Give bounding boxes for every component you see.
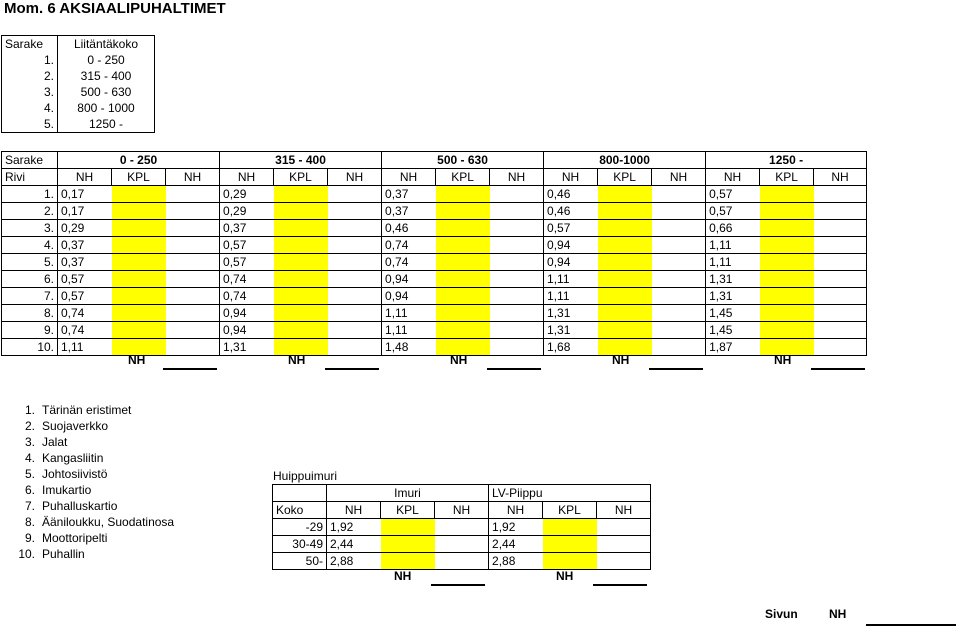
- nh-value: 1,45: [706, 305, 760, 322]
- kpl-input-cell[interactable]: [760, 254, 814, 271]
- table-row: [2, 288, 867, 305]
- nh-total-cell: [652, 339, 706, 356]
- kpl-input-cell[interactable]: [598, 186, 652, 203]
- kpl-input-cell[interactable]: [760, 237, 814, 254]
- nh-value: 1,11: [544, 271, 598, 288]
- kpl-input-cell[interactable]: [598, 271, 652, 288]
- row-number: 4.: [2, 237, 58, 254]
- kpl-input-cell[interactable]: [598, 305, 652, 322]
- item-number: 2.: [24, 419, 35, 433]
- nh-total-cell: [652, 237, 706, 254]
- nh-total-cell: [166, 305, 220, 322]
- huippu-imuri-total: [435, 519, 489, 536]
- main-table-body: [2, 186, 867, 356]
- kpl-input-cell[interactable]: [598, 203, 652, 220]
- kpl-input-cell[interactable]: [598, 254, 652, 271]
- sivun-nh-label: NH: [829, 607, 847, 621]
- kpl-input-cell[interactable]: [274, 237, 328, 254]
- main-total-label: NH: [128, 353, 146, 367]
- kpl-input-cell[interactable]: [436, 271, 490, 288]
- kpl-input-cell[interactable]: [436, 288, 490, 305]
- huippu-group-lv: LV-Piippu: [489, 485, 651, 502]
- huippu-lv-nh: 2,44: [489, 536, 543, 553]
- size-row-num: 3.: [2, 84, 58, 100]
- nh-total-cell: [328, 203, 382, 220]
- row-number: 7.: [2, 288, 58, 305]
- nh-total-cell: [652, 322, 706, 339]
- kpl-input-cell[interactable]: [598, 288, 652, 305]
- huippu-total-label: NH: [556, 569, 574, 583]
- nh-total-cell: [328, 339, 382, 356]
- main-total-label: NH: [774, 353, 792, 367]
- nh-total-cell: [814, 186, 867, 203]
- main-subheader-nh-total: NH: [166, 169, 220, 186]
- item-number: 8.: [24, 515, 35, 529]
- kpl-input-cell[interactable]: [274, 322, 328, 339]
- huippu-koko: 50-: [273, 553, 327, 570]
- kpl-input-cell[interactable]: [760, 305, 814, 322]
- main-total-line[interactable]: [649, 368, 703, 370]
- size-header-liitanta: Liitäntäkoko: [58, 36, 155, 53]
- table-row: [2, 322, 867, 339]
- main-subheader-nh-total: NH: [814, 169, 867, 186]
- size-row-num: 2.: [2, 68, 58, 84]
- kpl-input-cell[interactable]: [112, 271, 166, 288]
- kpl-input-cell[interactable]: [112, 322, 166, 339]
- huippu-koko: 30-49: [273, 536, 327, 553]
- nh-value: 1,11: [58, 339, 112, 356]
- nh-value: 0,29: [58, 220, 112, 237]
- item-number: 6.: [24, 483, 35, 497]
- main-label-sarake: Sarake: [2, 152, 58, 169]
- nh-value: 1,87: [706, 339, 760, 356]
- item-label: Ääniloukku, Suodatinosa: [42, 515, 175, 529]
- kpl-input-cell[interactable]: [436, 254, 490, 271]
- huippu-imuri-total: [435, 536, 489, 553]
- main-subheader-nh: NH: [220, 169, 274, 186]
- huippu-lv-nh: 2,88: [489, 553, 543, 570]
- nh-total-cell: [328, 288, 382, 305]
- main-group-header: 800-1000: [544, 152, 706, 169]
- item-number: 5.: [24, 467, 35, 481]
- nh-total-cell: [490, 339, 544, 356]
- huippu-row: [273, 536, 651, 553]
- kpl-input-cell[interactable]: [760, 186, 814, 203]
- main-total-line[interactable]: [811, 368, 865, 370]
- kpl-input-cell[interactable]: [436, 237, 490, 254]
- nh-total-cell: [166, 220, 220, 237]
- huippu-total-line[interactable]: [593, 584, 647, 586]
- nh-value: 0,37: [382, 186, 436, 203]
- table-row: [2, 271, 867, 288]
- nh-total-cell: [328, 254, 382, 271]
- nh-total-cell: [328, 271, 382, 288]
- nh-value: 1,11: [382, 305, 436, 322]
- nh-total-cell: [490, 322, 544, 339]
- kpl-input-cell[interactable]: [436, 305, 490, 322]
- kpl-input-cell[interactable]: [274, 288, 328, 305]
- nh-total-cell: [490, 254, 544, 271]
- kpl-input-cell[interactable]: [598, 322, 652, 339]
- item-label: Moottoripelti: [42, 531, 108, 545]
- huippu-imuri-kpl-input[interactable]: [381, 553, 435, 570]
- main-subheader-nh: NH: [382, 169, 436, 186]
- table-row: [2, 254, 867, 271]
- kpl-input-cell[interactable]: [274, 305, 328, 322]
- kpl-input-cell[interactable]: [274, 220, 328, 237]
- table-row: [2, 203, 867, 220]
- nh-total-cell: [652, 186, 706, 203]
- kpl-input-cell[interactable]: [112, 254, 166, 271]
- size-row-range: 315 - 400: [58, 68, 155, 84]
- main-subheader-kpl: KPL: [598, 169, 652, 186]
- nh-value: 1,31: [220, 339, 274, 356]
- size-row-num: 5.: [2, 116, 58, 133]
- kpl-input-cell[interactable]: [274, 254, 328, 271]
- huippu-imuri-kpl-input[interactable]: [381, 519, 435, 536]
- nh-value: 1,11: [706, 237, 760, 254]
- main-subheader-nh: NH: [544, 169, 598, 186]
- nh-value: 1,31: [544, 305, 598, 322]
- nh-total-cell: [814, 220, 867, 237]
- nh-total-cell: [490, 271, 544, 288]
- kpl-input-cell[interactable]: [436, 186, 490, 203]
- item-label: Kangasliitin: [42, 451, 104, 465]
- row-number: 8.: [2, 305, 58, 322]
- nh-value: 1,48: [382, 339, 436, 356]
- huippu-table: [272, 484, 651, 570]
- kpl-input-cell[interactable]: [274, 271, 328, 288]
- kpl-input-cell[interactable]: [274, 186, 328, 203]
- item-number: 7.: [24, 499, 35, 513]
- main-subheader-nh: NH: [706, 169, 760, 186]
- nh-value: 0,66: [706, 220, 760, 237]
- nh-value: 0,57: [58, 271, 112, 288]
- item-number: 3.: [24, 435, 35, 449]
- row-number: 9.: [2, 322, 58, 339]
- main-total-line[interactable]: [325, 368, 379, 370]
- main-group-header: 0 - 250: [58, 152, 220, 169]
- main-subheader-nh-total: NH: [490, 169, 544, 186]
- huippu-subheader-kpl: KPL: [381, 502, 435, 519]
- main-subheader-kpl: KPL: [436, 169, 490, 186]
- main-total-label: NH: [612, 353, 630, 367]
- huippu-subheader-nh: NH: [489, 502, 543, 519]
- row-number: 3.: [2, 220, 58, 237]
- main-group-header: 500 - 630: [382, 152, 544, 169]
- nh-value: 0,57: [544, 220, 598, 237]
- size-row-range: 500 - 630: [58, 84, 155, 100]
- nh-value: 0,74: [382, 237, 436, 254]
- kpl-input-cell[interactable]: [760, 203, 814, 220]
- row-number: 10.: [2, 339, 58, 356]
- main-total-label: NH: [450, 353, 468, 367]
- nh-total-cell: [652, 203, 706, 220]
- nh-value: 0,46: [382, 220, 436, 237]
- huippu-lv-nh: 1,92: [489, 519, 543, 536]
- huippu-subheader-nh: NH: [327, 502, 381, 519]
- item-label: Jalat: [42, 435, 68, 449]
- nh-value: 0,94: [220, 305, 274, 322]
- main-group-header: 1250 -: [706, 152, 867, 169]
- huippu-row: [273, 553, 651, 570]
- nh-total-cell: [652, 288, 706, 305]
- item-label: Johtosiivistö: [42, 467, 108, 481]
- main-subheader-nh-total: NH: [652, 169, 706, 186]
- huippu-imuri-nh: 2,88: [327, 553, 381, 570]
- row-number: 2.: [2, 203, 58, 220]
- nh-value: 0,37: [58, 237, 112, 254]
- kpl-input-cell[interactable]: [760, 271, 814, 288]
- huippu-table-body: [273, 519, 651, 570]
- nh-total-cell: [490, 220, 544, 237]
- main-subheader-kpl: KPL: [112, 169, 166, 186]
- nh-total-cell: [490, 288, 544, 305]
- item-label: Suojaverkko: [42, 419, 109, 433]
- kpl-input-cell[interactable]: [274, 203, 328, 220]
- huippu-total-label: NH: [394, 569, 412, 583]
- size-header-sarake: Sarake: [2, 36, 58, 53]
- nh-value: 0,29: [220, 203, 274, 220]
- nh-total-cell: [166, 339, 220, 356]
- nh-total-cell: [328, 322, 382, 339]
- main-subheader-nh: NH: [58, 169, 112, 186]
- main-total-line[interactable]: [163, 368, 217, 370]
- main-subheader-kpl: KPL: [274, 169, 328, 186]
- nh-value: 1,11: [706, 254, 760, 271]
- nh-total-cell: [652, 305, 706, 322]
- table-row: [2, 237, 867, 254]
- nh-total-cell: [814, 322, 867, 339]
- nh-value: 0,74: [382, 254, 436, 271]
- kpl-input-cell[interactable]: [436, 203, 490, 220]
- nh-value: 1,31: [706, 288, 760, 305]
- huippu-lv-total: [597, 519, 651, 536]
- huippu-subheader-kpl: KPL: [543, 502, 597, 519]
- main-subheader-nh-total: NH: [328, 169, 382, 186]
- nh-total-cell: [814, 203, 867, 220]
- item-label: Puhalluskartio: [42, 499, 118, 513]
- huippu-lv-kpl-input[interactable]: [543, 553, 597, 570]
- item-number: 1.: [24, 403, 35, 417]
- huippu-imuri-total: [435, 553, 489, 570]
- page-title: Mom. 6 AKSIAALIPUHALTIMET: [4, 0, 226, 17]
- nh-total-cell: [814, 305, 867, 322]
- nh-value: 0,94: [544, 254, 598, 271]
- kpl-input-cell[interactable]: [598, 237, 652, 254]
- nh-value: 0,46: [544, 203, 598, 220]
- nh-value: 0,37: [58, 254, 112, 271]
- nh-value: 0,17: [58, 186, 112, 203]
- table-row: [2, 305, 867, 322]
- sivun-label: Sivun: [765, 607, 798, 621]
- main-subheader-kpl: KPL: [760, 169, 814, 186]
- huippu-total-line[interactable]: [431, 584, 485, 586]
- table-row: [2, 220, 867, 237]
- nh-value: 0,57: [706, 203, 760, 220]
- nh-total-cell: [328, 220, 382, 237]
- nh-value: 0,94: [220, 322, 274, 339]
- nh-total-cell: [166, 237, 220, 254]
- nh-total-cell: [652, 254, 706, 271]
- nh-total-cell: [652, 220, 706, 237]
- kpl-input-cell[interactable]: [112, 288, 166, 305]
- table-row: [2, 186, 867, 203]
- nh-total-cell: [328, 237, 382, 254]
- nh-total-cell: [166, 271, 220, 288]
- nh-value: 0,94: [382, 271, 436, 288]
- nh-value: 0,17: [58, 203, 112, 220]
- nh-value: 0,94: [382, 288, 436, 305]
- kpl-input-cell[interactable]: [112, 220, 166, 237]
- nh-total-cell: [814, 254, 867, 271]
- huippu-subheader-nh-total: NH: [597, 502, 651, 519]
- size-row-range: 800 - 1000: [58, 100, 155, 116]
- nh-total-cell: [490, 203, 544, 220]
- item-label: Puhallin: [42, 547, 85, 561]
- nh-total-cell: [166, 288, 220, 305]
- item-number: 9.: [24, 531, 35, 545]
- main-total-label: NH: [288, 353, 306, 367]
- huippu-lv-kpl-input[interactable]: [543, 519, 597, 536]
- size-table: [1, 35, 155, 133]
- kpl-input-cell[interactable]: [112, 237, 166, 254]
- huippu-imuri-nh: 1,92: [327, 519, 381, 536]
- sivun-total-line[interactable]: [866, 624, 956, 626]
- main-label-rivi: Rivi: [2, 169, 58, 186]
- row-number: 5.: [2, 254, 58, 271]
- huippu-empty-cell: [273, 485, 327, 502]
- nh-value: 0,37: [382, 203, 436, 220]
- nh-value: 0,57: [220, 254, 274, 271]
- kpl-input-cell[interactable]: [760, 288, 814, 305]
- kpl-input-cell[interactable]: [112, 305, 166, 322]
- kpl-input-cell[interactable]: [598, 220, 652, 237]
- nh-value: 1,68: [544, 339, 598, 356]
- nh-total-cell: [328, 186, 382, 203]
- item-label: Tärinän eristimet: [42, 403, 132, 417]
- row-number: 1.: [2, 186, 58, 203]
- nh-value: 0,57: [220, 237, 274, 254]
- nh-value: 0,57: [58, 288, 112, 305]
- nh-value: 0,46: [544, 186, 598, 203]
- main-table: [1, 151, 867, 356]
- item-label: Imukartio: [42, 483, 92, 497]
- main-group-header: 315 - 400: [220, 152, 382, 169]
- nh-value: 0,74: [58, 322, 112, 339]
- huippu-imuri-kpl-input[interactable]: [381, 536, 435, 553]
- nh-value: 1,31: [544, 322, 598, 339]
- nh-value: 0,94: [544, 237, 598, 254]
- item-number: 10.: [18, 547, 35, 561]
- nh-total-cell: [166, 254, 220, 271]
- nh-total-cell: [652, 271, 706, 288]
- huippu-koko: -29: [273, 519, 327, 536]
- nh-total-cell: [814, 339, 867, 356]
- size-row-range: 0 - 250: [58, 52, 155, 68]
- size-row-range: 1250 -: [58, 116, 155, 133]
- kpl-input-cell[interactable]: [760, 322, 814, 339]
- nh-value: 1,31: [706, 271, 760, 288]
- nh-value: 0,74: [220, 271, 274, 288]
- nh-total-cell: [490, 237, 544, 254]
- huippu-label-koko: Koko: [273, 502, 327, 519]
- nh-value: 0,57: [706, 186, 760, 203]
- huippu-lv-total: [597, 536, 651, 553]
- huippu-row: [273, 519, 651, 536]
- nh-value: 0,74: [220, 288, 274, 305]
- nh-value: 1,11: [382, 322, 436, 339]
- nh-total-cell: [166, 322, 220, 339]
- nh-total-cell: [490, 186, 544, 203]
- nh-total-cell: [814, 271, 867, 288]
- size-row-num: 1.: [2, 52, 58, 68]
- size-row-num: 4.: [2, 100, 58, 116]
- huippu-imuri-nh: 2,44: [327, 536, 381, 553]
- nh-total-cell: [166, 186, 220, 203]
- main-total-line[interactable]: [487, 368, 541, 370]
- nh-value: 0,37: [220, 220, 274, 237]
- nh-value: 1,11: [544, 288, 598, 305]
- kpl-input-cell[interactable]: [436, 322, 490, 339]
- nh-total-cell: [814, 288, 867, 305]
- huippu-lv-total: [597, 553, 651, 570]
- nh-value: 0,74: [58, 305, 112, 322]
- nh-value: 0,29: [220, 186, 274, 203]
- kpl-input-cell[interactable]: [112, 203, 166, 220]
- huippu-title: Huippuimuri: [273, 469, 338, 483]
- huippu-subheader-nh-total: NH: [435, 502, 489, 519]
- item-number: 4.: [24, 451, 35, 465]
- kpl-input-cell[interactable]: [760, 220, 814, 237]
- nh-total-cell: [490, 305, 544, 322]
- nh-total-cell: [328, 305, 382, 322]
- kpl-input-cell[interactable]: [112, 186, 166, 203]
- huippu-lv-kpl-input[interactable]: [543, 536, 597, 553]
- huippu-group-imuri: Imuri: [327, 485, 489, 502]
- nh-total-cell: [814, 237, 867, 254]
- row-number: 6.: [2, 271, 58, 288]
- nh-total-cell: [166, 203, 220, 220]
- nh-value: 1,45: [706, 322, 760, 339]
- kpl-input-cell[interactable]: [436, 220, 490, 237]
